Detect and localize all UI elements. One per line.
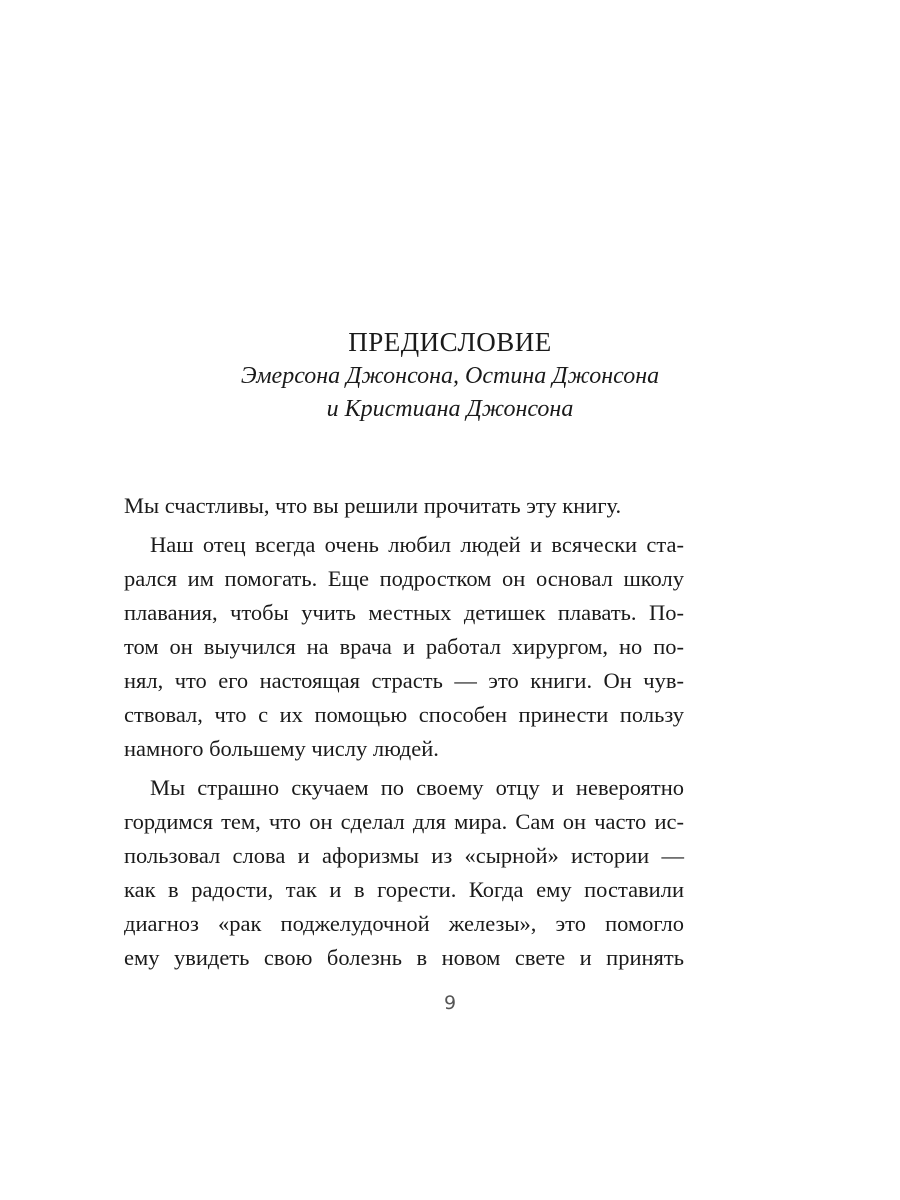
page-number: 9 bbox=[443, 992, 457, 1014]
paragraph bbox=[124, 528, 684, 766]
text-line: Мы страшно скучаем по своему отцу и невероятно bbox=[150, 775, 684, 800]
chapter-title: ПРЕДИСЛОВИЕ bbox=[348, 327, 552, 357]
text-line: ствовал, что с их помощью способен принести пользу bbox=[124, 702, 684, 727]
text-line: Мы счастливы, что вы решили прочитать эту книгу. bbox=[124, 493, 622, 518]
text-line: рался им помогать. Еще подростком он основал школу bbox=[124, 566, 684, 591]
text-line: пользовал слова и афоризмы из «сырной» истории — bbox=[124, 843, 684, 868]
byline-line-1: Эмерсона Джонсона, Остина Джонсона bbox=[240, 363, 660, 389]
text-line: Наш отец всегда очень любил людей и всячески ста- bbox=[150, 532, 684, 557]
text-line: диагноз «рак поджелудочной железы», это помогло bbox=[124, 911, 684, 936]
chapter-heading bbox=[0, 324, 900, 426]
text-line: намного большему числу людей. bbox=[124, 736, 439, 761]
text-line: гордимся тем, что он сделал для мира. Сам он часто ис- bbox=[124, 809, 684, 834]
text-line: нял, что его настоящая страсть — это книги. Он чув- bbox=[124, 668, 684, 693]
byline-line-2: и Кристиана Джонсона bbox=[326, 396, 574, 422]
text-line: том он выучился на врача и работал хирургом, но по- bbox=[124, 634, 684, 659]
text-line: плавания, чтобы учить местных детишек плавать. По- bbox=[124, 600, 684, 625]
text-line: как в радости, так и в горести. Когда ему поставили bbox=[124, 877, 684, 902]
body-text bbox=[124, 489, 684, 975]
text-line: ему увидеть свою болезнь в новом свете и принять bbox=[124, 945, 684, 970]
paragraph bbox=[124, 771, 684, 975]
paragraph bbox=[124, 489, 684, 523]
